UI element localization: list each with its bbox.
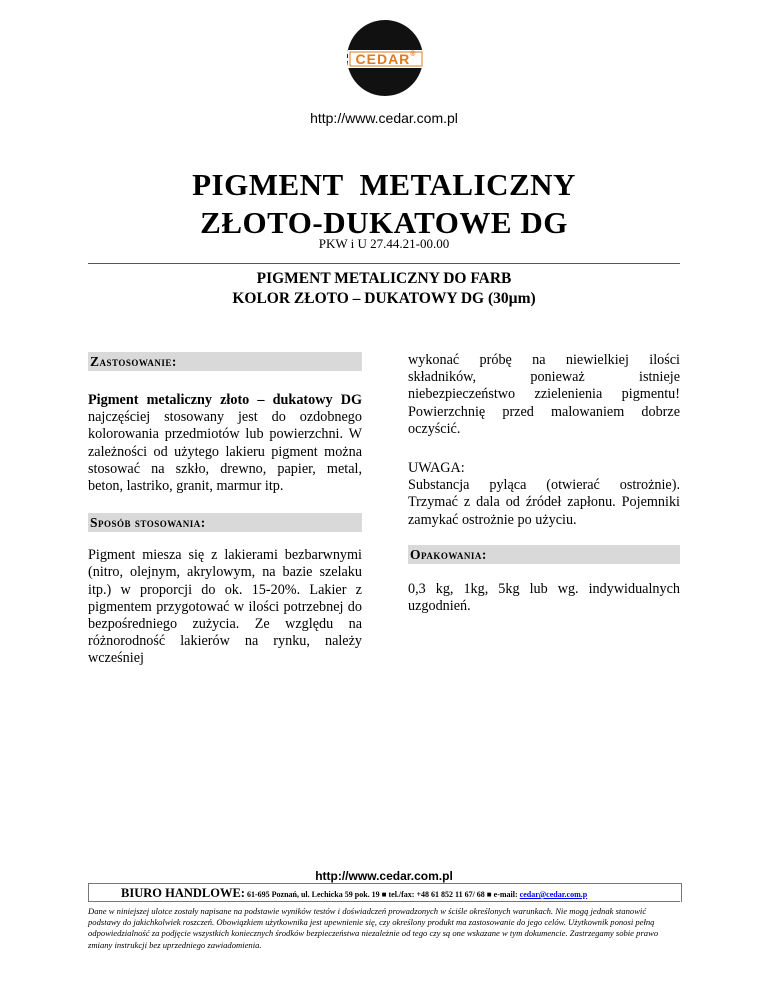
right-column (408, 352, 680, 615)
section-head-zastosowanie: Zastosowanie: (88, 352, 362, 371)
uwaga-title: UWAGA: (408, 460, 465, 477)
email-link[interactable]: cedar@cedar.com.p (519, 890, 588, 899)
disclaimer: Dane w niniejszej ulotce zostały napisane na podstawie wyników testów i doświadczeń prowadzonych w ściśle określonych warunkach. Nie mogą jednak stanowić podstawy do jakichkolwiek roszczeń. Obowiązkiem użytkownika jest upewnienie się, czy określony produkt ma zastosowanie do jego celów. Użytkownik ponosi pełną odpowiedzialność za podjęcie wszystkich koniecznych środków bezpieczeństwa niezależnie od tego czy są one wskazane w tym dokumencie. Zastrzegamy sobie prawo zmiany instrukcji bez uprzedniego zawiadomienia. (88, 901, 680, 951)
section-head-opakowania: Opakowania: (408, 545, 680, 564)
biuro-bar (88, 883, 682, 902)
logo-text: CEDAR (355, 51, 411, 67)
cedar-logo (336, 18, 434, 98)
pkw-code: PKW i U 27.44.21-00.00 (318, 236, 450, 251)
page-title (0, 166, 768, 242)
header-url[interactable]: http://www.cedar.com.pl (310, 110, 458, 126)
opakowania-text: 0,3 kg, 1kg, 5kg lub wg. indywidualnych uzgodnień. (408, 580, 680, 615)
continued-text: wykonać próbę na niewielkiej ilości składników, ponieważ istnieje niebezpieczeństwo zzielenienia pigmentu! Powierzchnię przed malowaniem dobrze oczyścić. (408, 352, 680, 437)
title-line-1: PIGMENT METALICZNY (192, 167, 576, 202)
sposob-text: Pigment miesza się z lakierami bezbarwnymi (nitro, olejnym, akrylowym, na bazie szelaku itp.) w proporcji do ok. 15-20%. Lakier z pigmentem przygotować w ilości potrzebnej do bezpośredniego zużycia. Ze względu na różnorodność lakierów na rynku, należy wcześniej (88, 547, 362, 667)
left-column (88, 352, 362, 668)
uwaga-text: Substancja pyląca (otwierać ostrożnie). Trzymać z dala od źródeł zapłonu. Pojemniki zamykać ostrożnie po użyciu. (408, 477, 680, 528)
zastosowanie-bold: Pigment metaliczny złoto – dukatowy DG (88, 392, 362, 408)
subtitle (0, 269, 768, 309)
section-head-sposob: Sposób stosowania: (88, 513, 362, 532)
divider (88, 263, 680, 264)
biuro-label: BIURO HANDLOWE: (121, 886, 245, 900)
subtitle-line-1: PIGMENT METALICZNY DO FARB (256, 270, 512, 287)
registered-mark: ® (410, 51, 417, 58)
title-line-2: ZŁOTO-DUKATOWE DG (200, 205, 568, 240)
subtitle-line-2: KOLOR ZŁOTO – DUKATOWY DG (30µm) (232, 290, 536, 307)
footer-url[interactable]: http://www.cedar.com.pl (315, 869, 453, 883)
zastosowanie-body: najczęściej stosowany jest do ozdobnego kolorowania przedmiotów lub powierzchni. W zależności od użytego lakieru pigment można stosować na szkło, drewno, papier, metal, beton, lastriko, granit, marmur itp. (88, 409, 362, 495)
biuro-address: 61-695 Poznań, ul. Lechicka 59 pok. 19 ■ tel./fax: +48 61 852 11 67/ 68 ■ e-mail: (244, 890, 520, 899)
zastosowanie-text (88, 392, 362, 495)
